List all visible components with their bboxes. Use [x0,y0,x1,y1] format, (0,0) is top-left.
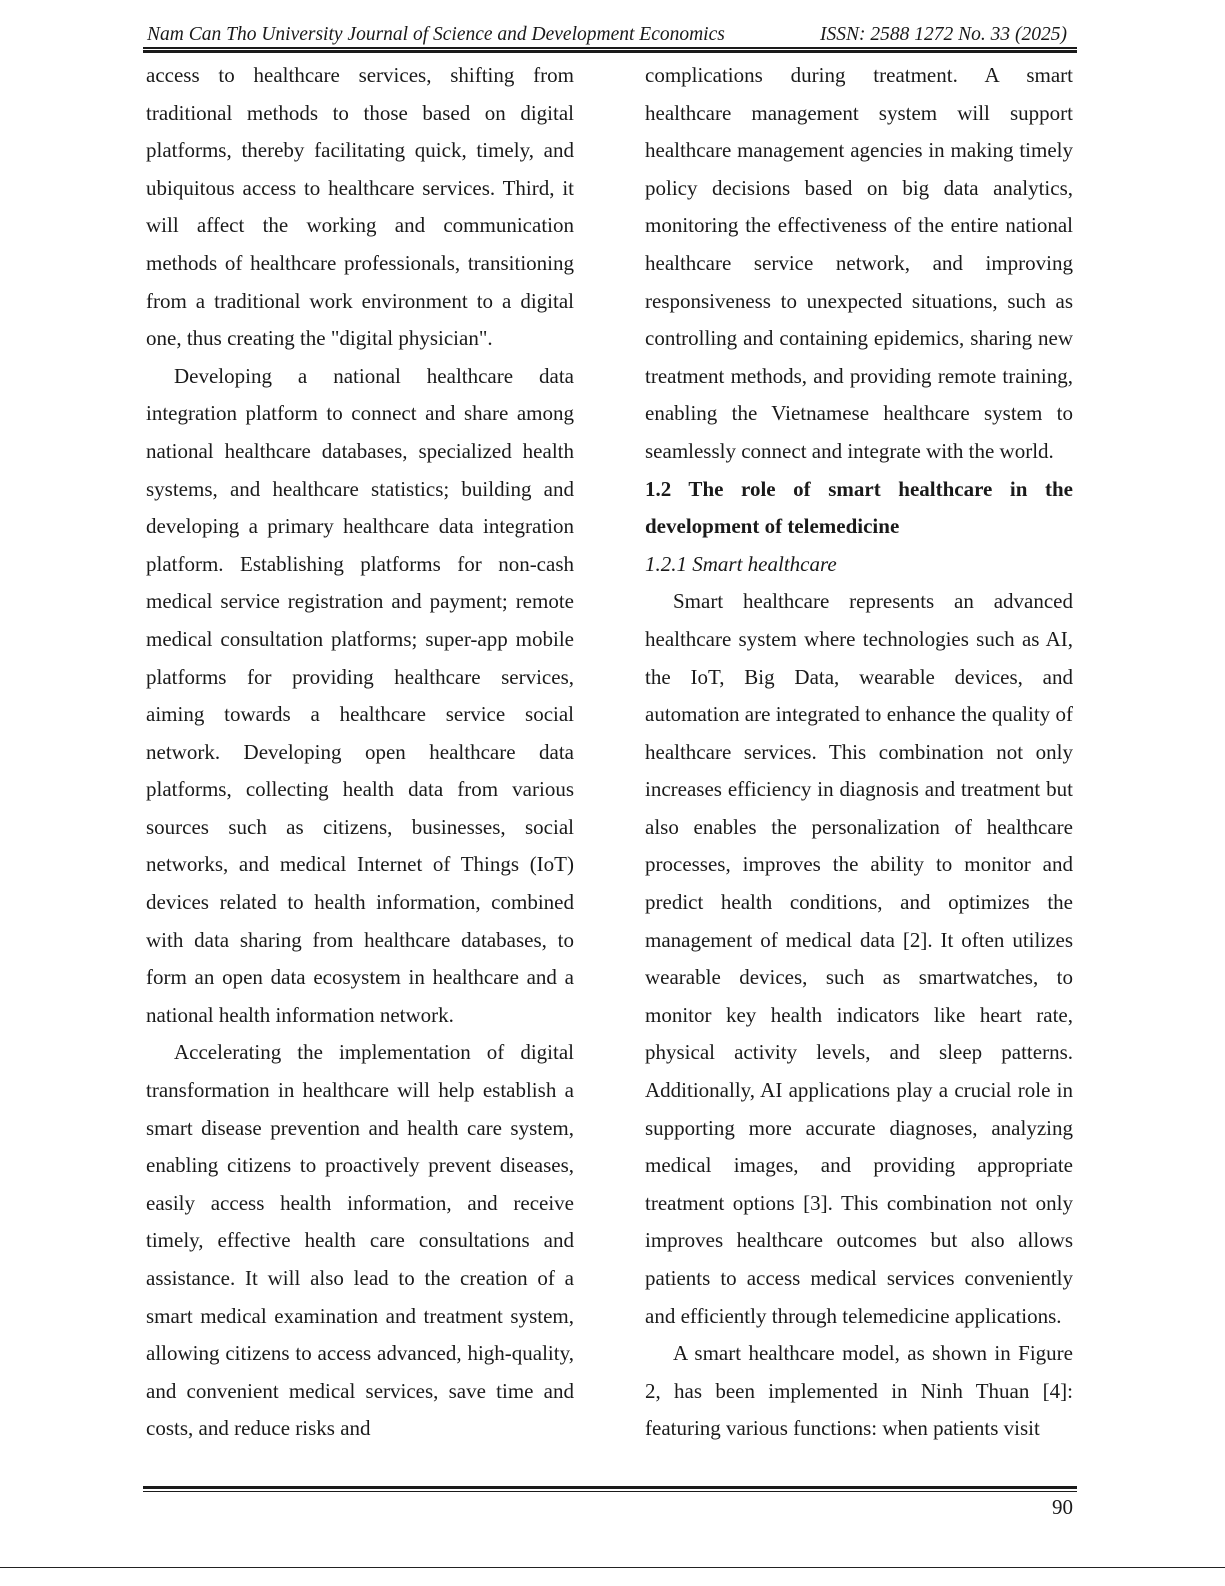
page-bottom-edge [0,1567,1225,1586]
running-header [145,20,1075,46]
right-paragraph-1: complications during treatment. A smart healthcare management system will support healthcare management agencies in making timely policy decisions based on big data analytics, monitoring the effectiveness of the entire national healthcare service network, and improving responsiveness to unexpected situations, such as controlling and containing epidemics, sharing new treatment methods, and providing remote training, enabling the Vietnamese healthcare system to seamlessly connect and integrate with the world. [645,63,1073,463]
issn-issue: ISSN: 2588 1272 No. 33 (2025) [820,24,1067,45]
right-column [645,57,1073,1448]
section-heading: 1.2 The role of smart healthcare in the development of telemedicine [645,476,1073,539]
left-paragraph-3: Accelerating the implementation of digital transformation in healthcare will help establish a smart disease prevention and health care system, enabling citizens to proactively prevent diseases, easily access health information, and receive timely, effective health care consultations and assistance. It will also lead to the creation of a smart medical examination and treatment system, allowing citizens to access advanced, high-quality, and convenient medical services, save time and costs, and reduce risks and [146,1040,574,1441]
journal-title: Nam Can Tho University Journal of Science and Development Economics [147,24,725,45]
page-number: 90 [1052,1495,1073,1519]
left-paragraph-2: Developing a national healthcare data integration platform to connect and share among national healthcare databases, specialized health systems, and healthcare statistics; building and developing a primary healthcare data integration platform. Establishing platforms for non-cash medical service registration and payment; remote medical consultation platforms; super-app mobile platforms for providing healthcare services, aiming towards a healthcare service social network. Developing open healthcare data platforms, collecting health data from various sources such as citizens, businesses, social networks, and medical Internet of Things (IoT) devices related to health information, combined with data sharing from healthcare databases, to form an open data ecosystem in healthcare and a national health information network. [146,363,574,1027]
left-column [146,57,574,1448]
footer-rule-thick [143,1486,1077,1489]
subsection-heading: 1.2.1 Smart healthcare [645,551,837,576]
header-rule-thick [143,50,1077,53]
right-paragraph-3: A smart healthcare model, as shown in Figure 2, has been implemented in Ninh Thuan [4]: featuring various functions: when patients visit [645,1341,1073,1441]
left-paragraph-1: access to healthcare services, shifting from traditional methods to those based on digital platforms, thereby facilitating quick, timely, and ubiquitous access to healthcare services. Third, it will affect the working and communication methods of healthcare professionals, transitioning from a traditional work environment to a digital one, thus creating the "digital physician". [146,63,574,351]
header-rule-thin [143,47,1077,49]
right-paragraph-2: Smart healthcare represents an advanced healthcare system where technologies such as AI, the IoT, Big Data, wearable devices, and automation are integrated to enhance the quality of healthcare services. This combination not only increases efficiency in diagnosis and treatment but also enables the personalization of healthcare processes, improves the ability to monitor and predict health conditions, and optimizes the management of medical data [2]. It often utilizes wearable devices, such as smartwatches, to monitor key health indicators like heart rate, physical activity levels, and sleep patterns. Additionally, AI applications play a crucial role in supporting more accurate diagnoses, analyzing medical images, and providing appropriate treatment options [3]. This combination not only improves healthcare outcomes but also allows patients to access medical services conveniently and efficiently through telemedicine applications. [645,589,1073,1328]
footer-rule-thin [143,1491,1077,1492]
